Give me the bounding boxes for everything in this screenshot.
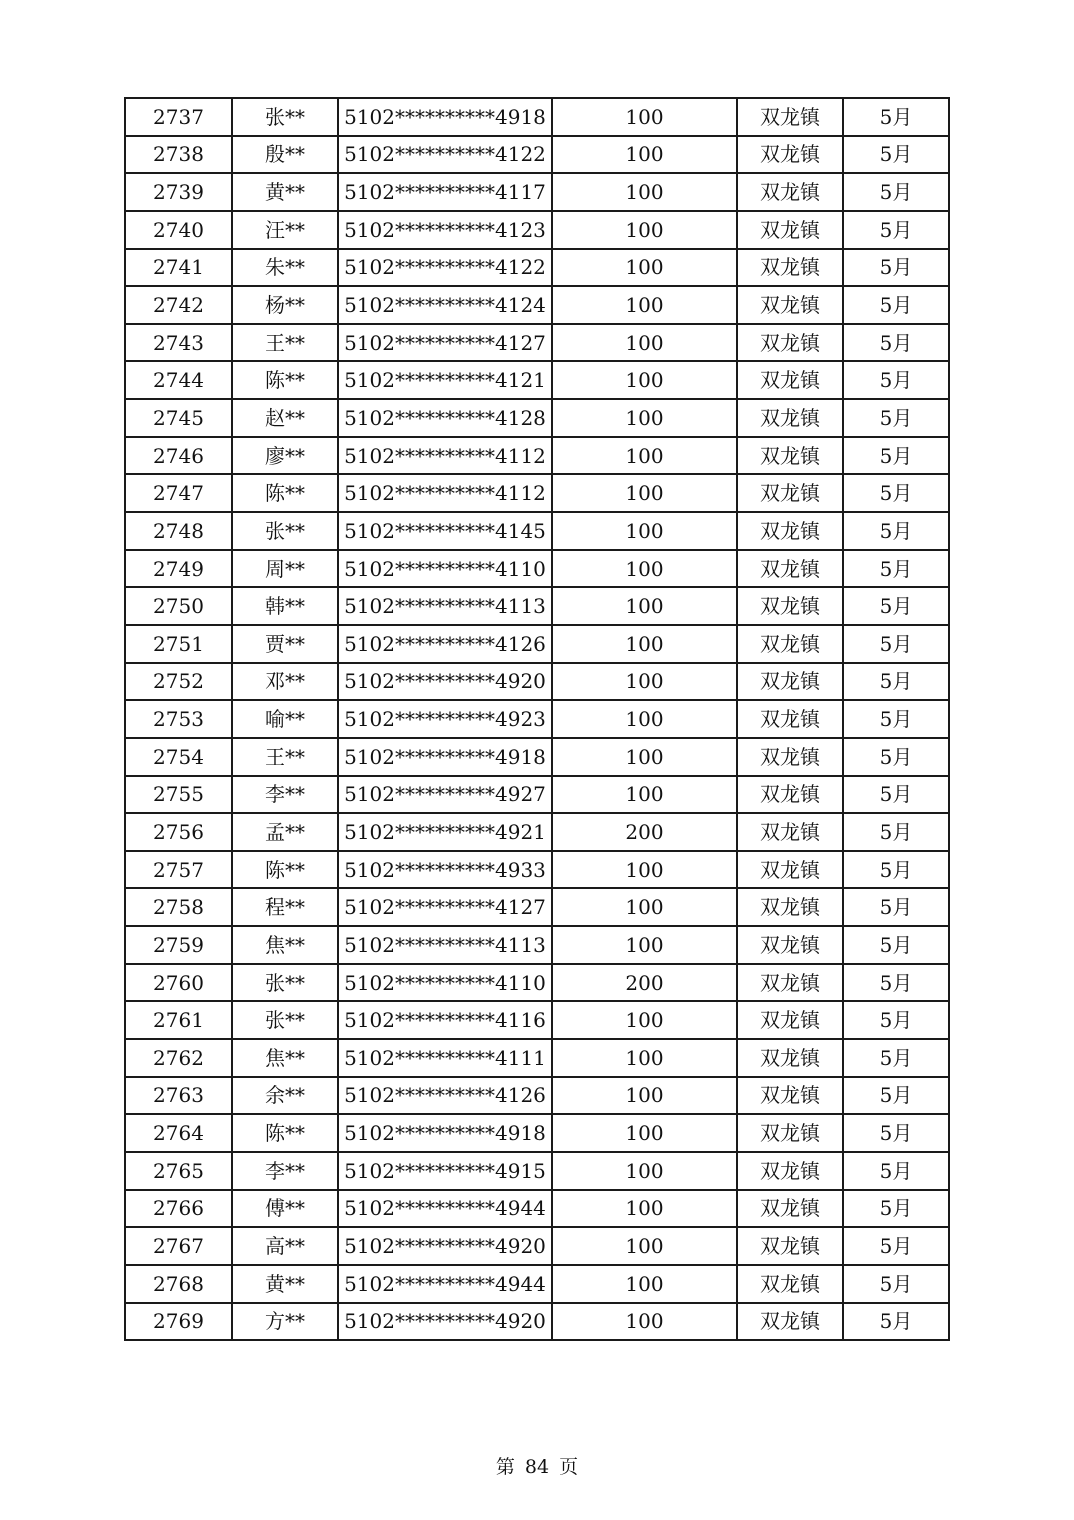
- cell-name: 张**: [232, 512, 338, 550]
- cell-id-number: 5102**********4113: [338, 926, 552, 964]
- page-footer: [0, 1456, 1074, 1478]
- cell-amount: 100: [552, 625, 737, 663]
- cell-town: 双龙镇: [737, 813, 843, 851]
- cell-id-number: 5102**********4920: [338, 663, 552, 701]
- cell-name: 贾**: [232, 625, 338, 663]
- cell-town: 双龙镇: [737, 512, 843, 550]
- cell-month: 5月: [843, 1190, 949, 1228]
- cell-month: 5月: [843, 663, 949, 701]
- cell-id-number: 5102**********4111: [338, 1039, 552, 1077]
- cell-amount: 100: [552, 324, 737, 362]
- cell-id-number: 5102**********4121: [338, 361, 552, 399]
- cell-month: 5月: [843, 286, 949, 324]
- cell-town: 双龙镇: [737, 324, 843, 362]
- cell-name: 陈**: [232, 851, 338, 889]
- cell-seq: 2753: [125, 700, 232, 738]
- cell-seq: 2760: [125, 964, 232, 1002]
- roster-body: [125, 98, 949, 1340]
- cell-amount: 100: [552, 1039, 737, 1077]
- cell-month: 5月: [843, 512, 949, 550]
- cell-town: 双龙镇: [737, 550, 843, 588]
- cell-seq: 2766: [125, 1190, 232, 1228]
- cell-amount: 100: [552, 926, 737, 964]
- cell-amount: 100: [552, 1303, 737, 1341]
- table-row: [125, 776, 949, 814]
- cell-amount: 100: [552, 512, 737, 550]
- cell-amount: 200: [552, 964, 737, 1002]
- cell-seq: 2745: [125, 399, 232, 437]
- page-number: 84: [524, 1456, 550, 1478]
- cell-month: 5月: [843, 136, 949, 174]
- cell-month: 5月: [843, 98, 949, 136]
- cell-name: 孟**: [232, 813, 338, 851]
- cell-seq: 2769: [125, 1303, 232, 1341]
- cell-town: 双龙镇: [737, 1114, 843, 1152]
- cell-id-number: 5102**********4122: [338, 136, 552, 174]
- cell-amount: 100: [552, 136, 737, 174]
- cell-amount: 100: [552, 738, 737, 776]
- cell-name: 李**: [232, 776, 338, 814]
- cell-amount: 100: [552, 776, 737, 814]
- cell-seq: 2742: [125, 286, 232, 324]
- table-row: [125, 550, 949, 588]
- table-row: [125, 851, 949, 889]
- cell-seq: 2752: [125, 663, 232, 701]
- cell-name: 黄**: [232, 1265, 338, 1303]
- cell-town: 双龙镇: [737, 399, 843, 437]
- cell-amount: 100: [552, 1114, 737, 1152]
- cell-amount: 100: [552, 1190, 737, 1228]
- cell-month: 5月: [843, 1303, 949, 1341]
- cell-id-number: 5102**********4127: [338, 888, 552, 926]
- cell-name: 陈**: [232, 474, 338, 512]
- table-row: [125, 249, 949, 287]
- cell-name: 喻**: [232, 700, 338, 738]
- cell-id-number: 5102**********4116: [338, 1001, 552, 1039]
- page-footer-prefix: 第: [495, 1456, 515, 1478]
- table-row: [125, 1077, 949, 1115]
- cell-name: 周**: [232, 550, 338, 588]
- cell-amount: 100: [552, 437, 737, 475]
- cell-town: 双龙镇: [737, 1190, 843, 1228]
- cell-amount: 100: [552, 173, 737, 211]
- table-row: [125, 173, 949, 211]
- table-row: [125, 98, 949, 136]
- cell-amount: 100: [552, 474, 737, 512]
- cell-name: 程**: [232, 888, 338, 926]
- cell-amount: 100: [552, 550, 737, 588]
- cell-amount: 100: [552, 399, 737, 437]
- table-row: [125, 813, 949, 851]
- cell-month: 5月: [843, 361, 949, 399]
- cell-seq: 2738: [125, 136, 232, 174]
- table-row: [125, 663, 949, 701]
- cell-town: 双龙镇: [737, 1227, 843, 1265]
- table-row: [125, 964, 949, 1002]
- cell-seq: 2764: [125, 1114, 232, 1152]
- cell-seq: 2744: [125, 361, 232, 399]
- cell-seq: 2759: [125, 926, 232, 964]
- cell-seq: 2765: [125, 1152, 232, 1190]
- table-row: [125, 888, 949, 926]
- cell-month: 5月: [843, 776, 949, 814]
- cell-month: 5月: [843, 851, 949, 889]
- cell-town: 双龙镇: [737, 361, 843, 399]
- cell-id-number: 5102**********4123: [338, 211, 552, 249]
- cell-month: 5月: [843, 1227, 949, 1265]
- cell-name: 张**: [232, 98, 338, 136]
- cell-seq: 2761: [125, 1001, 232, 1039]
- cell-name: 陈**: [232, 1114, 338, 1152]
- cell-month: 5月: [843, 1114, 949, 1152]
- cell-town: 双龙镇: [737, 249, 843, 287]
- table-row: [125, 512, 949, 550]
- cell-id-number: 5102**********4112: [338, 474, 552, 512]
- cell-id-number: 5102**********4921: [338, 813, 552, 851]
- table-row: [125, 926, 949, 964]
- cell-name: 张**: [232, 1001, 338, 1039]
- cell-id-number: 5102**********4113: [338, 587, 552, 625]
- table-row: [125, 1303, 949, 1341]
- cell-seq: 2749: [125, 550, 232, 588]
- cell-seq: 2748: [125, 512, 232, 550]
- cell-seq: 2750: [125, 587, 232, 625]
- table-row: [125, 1190, 949, 1228]
- cell-month: 5月: [843, 625, 949, 663]
- cell-month: 5月: [843, 437, 949, 475]
- table-row: [125, 1265, 949, 1303]
- table-row: [125, 1114, 949, 1152]
- cell-id-number: 5102**********4122: [338, 249, 552, 287]
- cell-id-number: 5102**********4933: [338, 851, 552, 889]
- cell-town: 双龙镇: [737, 776, 843, 814]
- cell-name: 黄**: [232, 173, 338, 211]
- cell-town: 双龙镇: [737, 136, 843, 174]
- cell-name: 方**: [232, 1303, 338, 1341]
- cell-id-number: 5102**********4112: [338, 437, 552, 475]
- cell-town: 双龙镇: [737, 964, 843, 1002]
- table-row: [125, 324, 949, 362]
- cell-seq: 2756: [125, 813, 232, 851]
- cell-seq: 2739: [125, 173, 232, 211]
- cell-town: 双龙镇: [737, 1265, 843, 1303]
- cell-town: 双龙镇: [737, 738, 843, 776]
- cell-id-number: 5102**********4127: [338, 324, 552, 362]
- cell-seq: 2737: [125, 98, 232, 136]
- cell-name: 王**: [232, 738, 338, 776]
- cell-id-number: 5102**********4915: [338, 1152, 552, 1190]
- cell-name: 张**: [232, 964, 338, 1002]
- table-row: [125, 625, 949, 663]
- cell-month: 5月: [843, 324, 949, 362]
- cell-amount: 100: [552, 211, 737, 249]
- cell-town: 双龙镇: [737, 888, 843, 926]
- cell-amount: 100: [552, 1265, 737, 1303]
- cell-month: 5月: [843, 1001, 949, 1039]
- cell-name: 焦**: [232, 1039, 338, 1077]
- cell-town: 双龙镇: [737, 1001, 843, 1039]
- cell-town: 双龙镇: [737, 474, 843, 512]
- cell-id-number: 5102**********4918: [338, 738, 552, 776]
- cell-id-number: 5102**********4920: [338, 1303, 552, 1341]
- cell-month: 5月: [843, 738, 949, 776]
- cell-amount: 100: [552, 249, 737, 287]
- cell-town: 双龙镇: [737, 173, 843, 211]
- cell-id-number: 5102**********4110: [338, 964, 552, 1002]
- cell-amount: 100: [552, 98, 737, 136]
- cell-seq: 2767: [125, 1227, 232, 1265]
- table-row: [125, 1039, 949, 1077]
- cell-name: 汪**: [232, 211, 338, 249]
- cell-name: 余**: [232, 1077, 338, 1115]
- table-row: [125, 286, 949, 324]
- cell-id-number: 5102**********4923: [338, 700, 552, 738]
- cell-id-number: 5102**********4126: [338, 1077, 552, 1115]
- cell-id-number: 5102**********4920: [338, 1227, 552, 1265]
- cell-town: 双龙镇: [737, 1303, 843, 1341]
- table-row: [125, 474, 949, 512]
- cell-name: 焦**: [232, 926, 338, 964]
- cell-month: 5月: [843, 550, 949, 588]
- cell-month: 5月: [843, 474, 949, 512]
- cell-amount: 100: [552, 361, 737, 399]
- cell-month: 5月: [843, 1152, 949, 1190]
- cell-month: 5月: [843, 813, 949, 851]
- cell-town: 双龙镇: [737, 286, 843, 324]
- cell-town: 双龙镇: [737, 926, 843, 964]
- cell-amount: 100: [552, 1152, 737, 1190]
- cell-town: 双龙镇: [737, 587, 843, 625]
- cell-amount: 100: [552, 663, 737, 701]
- cell-name: 杨**: [232, 286, 338, 324]
- cell-seq: 2757: [125, 851, 232, 889]
- cell-month: 5月: [843, 1265, 949, 1303]
- cell-id-number: 5102**********4128: [338, 399, 552, 437]
- cell-town: 双龙镇: [737, 700, 843, 738]
- cell-name: 韩**: [232, 587, 338, 625]
- cell-id-number: 5102**********4117: [338, 173, 552, 211]
- cell-month: 5月: [843, 964, 949, 1002]
- table-row: [125, 700, 949, 738]
- cell-id-number: 5102**********4918: [338, 98, 552, 136]
- cell-amount: 100: [552, 286, 737, 324]
- cell-name: 赵**: [232, 399, 338, 437]
- cell-amount: 200: [552, 813, 737, 851]
- cell-seq: 2754: [125, 738, 232, 776]
- cell-name: 王**: [232, 324, 338, 362]
- table-row: [125, 437, 949, 475]
- cell-amount: 100: [552, 587, 737, 625]
- cell-name: 廖**: [232, 437, 338, 475]
- cell-amount: 100: [552, 1001, 737, 1039]
- cell-name: 朱**: [232, 249, 338, 287]
- cell-seq: 2747: [125, 474, 232, 512]
- cell-town: 双龙镇: [737, 437, 843, 475]
- cell-month: 5月: [843, 249, 949, 287]
- table-row: [125, 361, 949, 399]
- cell-name: 殷**: [232, 136, 338, 174]
- cell-town: 双龙镇: [737, 663, 843, 701]
- table-row: [125, 1152, 949, 1190]
- table-row: [125, 211, 949, 249]
- cell-month: 5月: [843, 587, 949, 625]
- cell-name: 邓**: [232, 663, 338, 701]
- subsidy-roster-table: [124, 97, 950, 1341]
- cell-id-number: 5102**********4944: [338, 1265, 552, 1303]
- cell-seq: 2758: [125, 888, 232, 926]
- table-row: [125, 587, 949, 625]
- cell-seq: 2751: [125, 625, 232, 663]
- cell-month: 5月: [843, 399, 949, 437]
- cell-town: 双龙镇: [737, 1039, 843, 1077]
- cell-town: 双龙镇: [737, 211, 843, 249]
- cell-id-number: 5102**********4110: [338, 550, 552, 588]
- cell-seq: 2768: [125, 1265, 232, 1303]
- table-row: [125, 1227, 949, 1265]
- page-footer-suffix: 页: [559, 1456, 579, 1478]
- cell-seq: 2762: [125, 1039, 232, 1077]
- cell-month: 5月: [843, 173, 949, 211]
- table-row: [125, 399, 949, 437]
- cell-amount: 100: [552, 888, 737, 926]
- cell-amount: 100: [552, 851, 737, 889]
- table-row: [125, 738, 949, 776]
- cell-id-number: 5102**********4126: [338, 625, 552, 663]
- cell-amount: 100: [552, 1227, 737, 1265]
- cell-amount: 100: [552, 700, 737, 738]
- table-row: [125, 1001, 949, 1039]
- cell-seq: 2740: [125, 211, 232, 249]
- cell-name: 傅**: [232, 1190, 338, 1228]
- cell-month: 5月: [843, 888, 949, 926]
- cell-seq: 2741: [125, 249, 232, 287]
- cell-id-number: 5102**********4145: [338, 512, 552, 550]
- cell-name: 陈**: [232, 361, 338, 399]
- cell-town: 双龙镇: [737, 1152, 843, 1190]
- cell-id-number: 5102**********4944: [338, 1190, 552, 1228]
- cell-id-number: 5102**********4124: [338, 286, 552, 324]
- cell-town: 双龙镇: [737, 98, 843, 136]
- cell-month: 5月: [843, 1077, 949, 1115]
- cell-id-number: 5102**********4918: [338, 1114, 552, 1152]
- cell-name: 高**: [232, 1227, 338, 1265]
- table-row: [125, 136, 949, 174]
- cell-name: 李**: [232, 1152, 338, 1190]
- cell-id-number: 5102**********4927: [338, 776, 552, 814]
- cell-month: 5月: [843, 211, 949, 249]
- cell-month: 5月: [843, 926, 949, 964]
- cell-seq: 2743: [125, 324, 232, 362]
- cell-month: 5月: [843, 700, 949, 738]
- cell-amount: 100: [552, 1077, 737, 1115]
- cell-town: 双龙镇: [737, 625, 843, 663]
- cell-seq: 2746: [125, 437, 232, 475]
- cell-seq: 2755: [125, 776, 232, 814]
- cell-town: 双龙镇: [737, 851, 843, 889]
- cell-seq: 2763: [125, 1077, 232, 1115]
- cell-month: 5月: [843, 1039, 949, 1077]
- cell-town: 双龙镇: [737, 1077, 843, 1115]
